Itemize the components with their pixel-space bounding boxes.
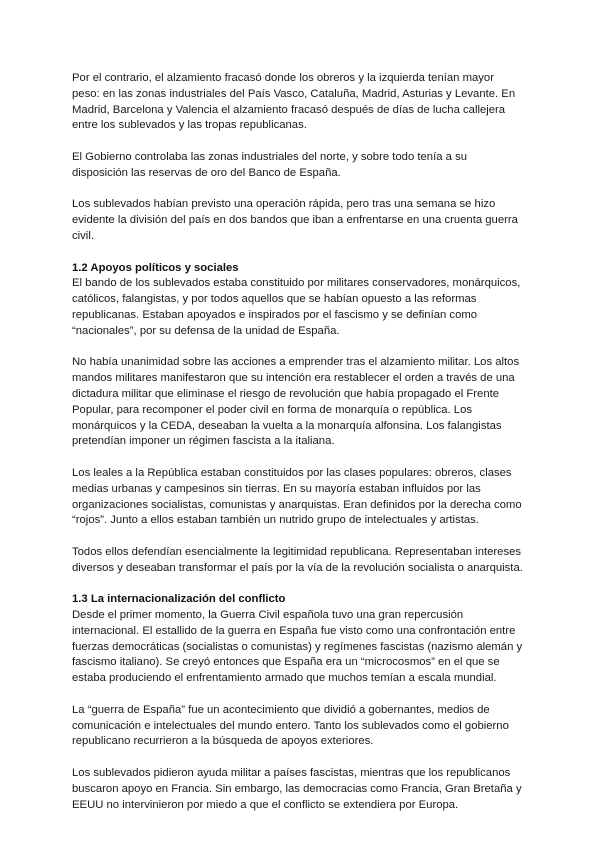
section-heading-internacionalizacion: 1.3 La internacionalización del conflicto bbox=[72, 593, 286, 606]
paragraph-internacional-1: Desde el primer momento, la Guerra Civil española tuvo una gran repercusión internacional. El estallido de la guerra en España fue visto como una confrontación entre fuerzas democráticas (socialistas o comunistas) y regímenes fascistas (nazismo alemán y fascismo italiano). Se creyó entonces que España era un “microcosmos” en el que se estaba produciendo el enfrentamiento armado que muchos temían a escala mundial. bbox=[72, 609, 523, 685]
paragraph-apoyos-2: No había unanimidad sobre las acciones a emprender tras el alzamiento militar. Los altos mandos militares manifestaron que su intención era restablecer el orden a través de una dictadura militar que eliminase el riesgo de revolución que había propagado el Frente Popular, para recomponer el poder civil en forma de monarquía o república. Los monárquicos y la CEDA, deseaban la vuelta a la monarquía alfonsina. Los falangistas pretendían imponer un régimen fascista a la italiana. bbox=[72, 356, 520, 448]
paragraph-intro-1: Por el contrario, el alzamiento fracasó donde los obreros y la izquierda tenían mayor peso: en las zonas industriales del País Vasco, Cataluña, Madrid, Asturias y Levante. En Madrid, Barcelona y Valencia el alzamiento fracasó después de días de lucha callejera entre los sublevados y las tropas republicanas. bbox=[72, 72, 516, 132]
paragraph-intro-2: El Gobierno controlaba las zonas industriales del norte, y sobre todo tenía a su disposición las reservas de oro del Banco de España. bbox=[72, 150, 467, 179]
paragraph-internacional-2: La “guerra de España” fue un acontecimiento que dividió a gobernantes, medios de comunicación e intelectuales del mundo entero. Tanto los sublevados como el gobierno republicano recurrieron a la búsqueda de apoyos exteriores. bbox=[72, 703, 509, 748]
paragraph-apoyos-1: El bando de los sublevados estaba constituido por militares conservadores, monárquicos, católicos, falangistas, y por todos aquellos que se habían opuesto a las reformas republicanas. Estaban apoyados e inspirados por el fascismo y se definían como “nacionales”, por su defensa de la unidad de España. bbox=[72, 277, 521, 337]
paragraph-intro-3: Los sublevados habían previsto una operación rápida, pero tras una semana se hizo evidente la división del país en dos bandos que iban a enfrentarse en una cruenta guerra civil. bbox=[72, 198, 518, 242]
paragraph-internacional-3: Los sublevados pidieron ayuda militar a países fascistas, mientras que los republicanos buscaron apoyo en Francia. Sin embargo, las democracias como Francia, Gran Bretaña y EEUU no intervinieron por miedo a que el conflicto se extendiera por Europa. bbox=[72, 767, 522, 811]
paragraph-apoyos-4: Todos ellos defendían esencialmente la legitimidad republicana. Representaban intereses diversos y deseaban transformar el país por la vía de la revolución socialista o anarquista. bbox=[72, 545, 523, 574]
document-page bbox=[72, 71, 524, 829]
paragraph-apoyos-3: Los leales a la República estaban constituidos por las clases populares: obreros, clases medias urbanas y campesinos sin tierras. En su mayoría estaban influidos por las organizaciones socialistas, comunistas y anarquistas. Eran definidos por la derecha como “rojos”. Junto a ellos estaban también un nutrido grupo de intelectuales y artistas. bbox=[72, 466, 522, 527]
section-heading-apoyos: 1.2 Apoyos políticos y sociales bbox=[72, 261, 239, 274]
